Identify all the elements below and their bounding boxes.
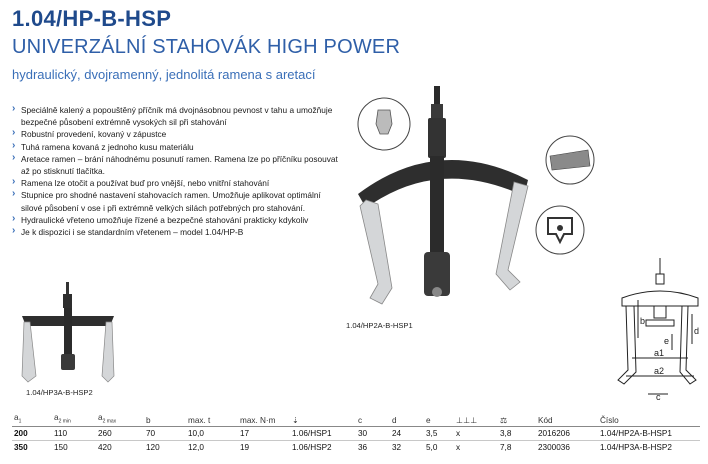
cell: 32 [392,443,402,452]
feature-item: › Stupnice pro shodné nastavení stahovacích ramen. Umožňuje aplikovat optimální silové působení v ose i při extrémně velkých silách potřebných pro stahování. [12,189,342,213]
dim-label-e: e [664,336,670,346]
dimension-diagram [606,254,702,402]
cell: 7,8 [500,443,512,452]
cell: 70 [144,427,186,441]
col-spindle-icon [290,412,356,427]
cell: 420 [98,443,112,452]
weight-icon: ⚖ [500,416,508,425]
cell: 17 [238,427,290,441]
col-a1: $a_1$ [12,412,52,427]
feature-item: › Robustní provedení, kovaný v zápustce [12,128,342,140]
cell: 2016206 [536,427,598,441]
cell: 1.04/HP3A-B-HSP2 [600,443,672,452]
product-title: UNIVERZÁLNÍ STAHOVÁK HIGH POWER [12,36,401,58]
cell: 24 [390,427,424,441]
cell: 19 [240,443,250,452]
cell: 10,0 [186,427,238,441]
col-c: c [356,412,390,427]
col-cislo: Číslo [598,412,700,427]
col-weight-icon [498,412,536,427]
cell: 1.06/HSP2 [292,443,332,452]
col-kod: Kód [536,412,598,427]
cell: 260 [96,427,144,441]
dim-label-a2: a2 [654,366,665,376]
cell: 110 [52,427,96,441]
dim-label-b: b [640,316,646,326]
feature-item: › Ramena lze otočit a používat buď pro vnější, nebo vnitřní stahování [12,177,342,189]
table-row [12,427,700,441]
spec-table [12,412,700,454]
cell: 30 [356,427,390,441]
col-d: d [390,412,424,427]
cell: x [454,427,498,441]
feature-item: › Aretace ramen – brání náhodnému posunutí ramen. Ramena lze po příčníku posouvat až po stisknutí tlačítka. [12,153,342,177]
cell: 2300036 [538,443,570,452]
detail-callout-scale [546,136,594,184]
col-a2max: $a_{2 max}$ [96,412,144,427]
feature-item: › Hydraulické vřeteno umožňuje řízené a bezpečné stahování prakticky kdykoliv [12,214,342,226]
col-ruler-icon [454,412,498,427]
feature-item: › Speciálně kalený a popouštěný příčník má dvojnásobnou pevnost v tahu a umožňuje bezpečné působení extrémně vysokých sil při stahování [12,104,342,128]
col-max-nm: max. N·m [238,412,290,427]
detail-callout-top [358,98,410,150]
table-row [12,441,700,455]
dim-label-a1: a1 [654,348,665,358]
cell: 200 [12,427,52,441]
main-puller-image [338,84,598,320]
small-puller-image [14,282,124,386]
main-product-caption: 1.04/HP2A-B-HSP1 [346,321,413,330]
product-subtitle: hydraulický, dvojramenný, jednolitá ramena s aretací [12,67,316,82]
feature-item: › Je k dispozici i se standardním vřetenem – model 1.04/HP-B [12,226,342,238]
small-product-caption: 1.04/HP3A-B-HSP2 [26,388,93,397]
cell: 1.06/HSP1 [290,427,356,441]
spindle-icon: ⇣ [292,416,299,425]
cell: 350 [14,443,28,452]
product-code: 1.04/HP-B-HSP [12,6,172,31]
cell: 5,0 [426,443,438,452]
detail-callout-lock [536,206,584,254]
cell: 1.04/HP2A-B-HSP1 [598,427,700,441]
feature-list [12,104,342,238]
cell: x [456,443,461,452]
feature-item: › Tuhá ramena kovaná z jednoho kusu materiálu [12,141,342,153]
col-b: b [144,412,186,427]
col-e: e [424,412,454,427]
cell: 12,0 [188,443,204,452]
dim-label-d: d [694,326,700,336]
dim-label-c: c [656,392,661,402]
cell: 150 [54,443,68,452]
cell: 3,5 [424,427,454,441]
table-header-row [12,412,700,427]
cell: 120 [146,443,160,452]
cell: 3,8 [498,427,536,441]
col-a2min: $a_{2 min}$ [52,412,96,427]
col-max-t: max. t [186,412,238,427]
cell: 36 [358,443,368,452]
ruler-icon: ⊥⊥⊥ [456,416,478,425]
